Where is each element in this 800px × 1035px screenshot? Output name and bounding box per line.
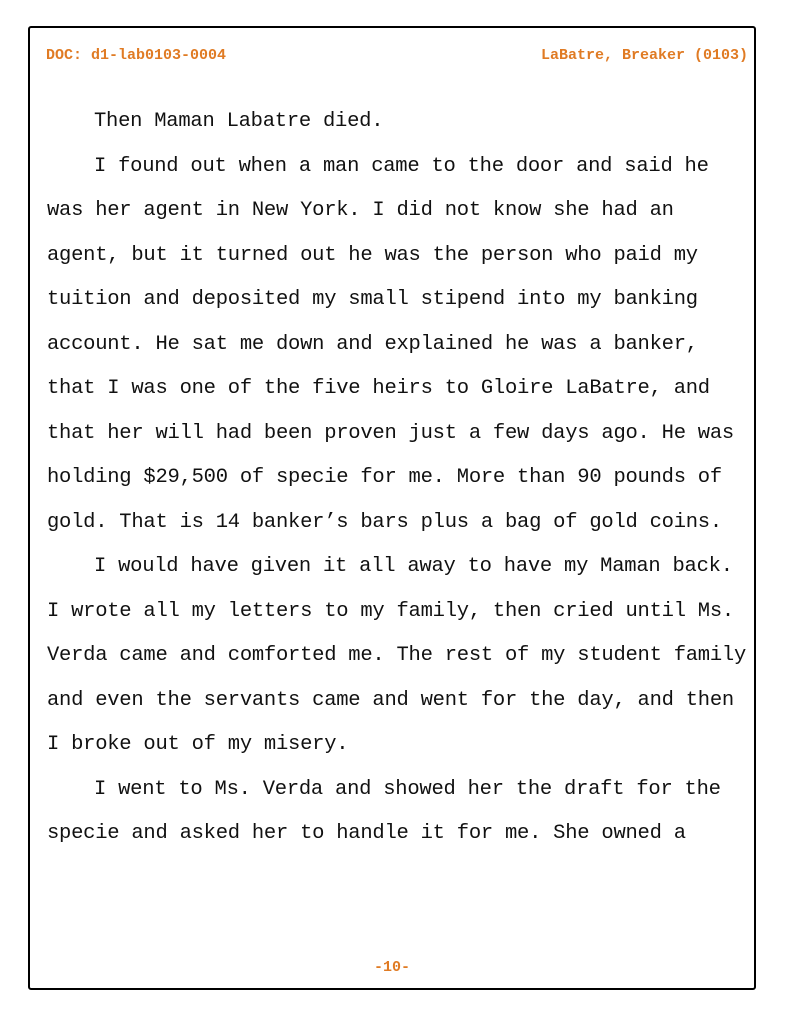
paragraph: I would have given it all away to have my Maman back. I wrote all my letters to my family, then cried until Ms. Verda came and comforted me. The rest of my student family and even the servants came and went for the day, and then I broke out of my misery. [47,555,747,756]
page-header [46,47,748,71]
paragraph: I went to Ms. Verda and showed her the draft for the specie and asked her to handle it for me. She owned a [47,777,721,845]
book-title: LaBatre, Breaker (0103) [540,47,748,64]
doc-id: DOC: d1-lab0103-0004 [46,47,227,64]
body-text [47,100,751,857]
page-number: -10- [373,959,410,976]
paragraph: Then Maman Labatre died. [94,110,384,133]
document-page [28,26,756,990]
paragraph: I found out when a man came to the door and said he was her agent in New York. I did not know she had an agent, but it turned out he was the person who paid my tuition and deposited my small stipend into my banking account. He sat me down and explained he was a banker, that I was one of the five heirs to Gloire LaBatre, and that her will had been proven just a few days ago. He was holding $29,500 of specie for me. More than 90 pounds of gold. That is 14 banker’s bars plus a bag of gold coins. [47,154,734,534]
